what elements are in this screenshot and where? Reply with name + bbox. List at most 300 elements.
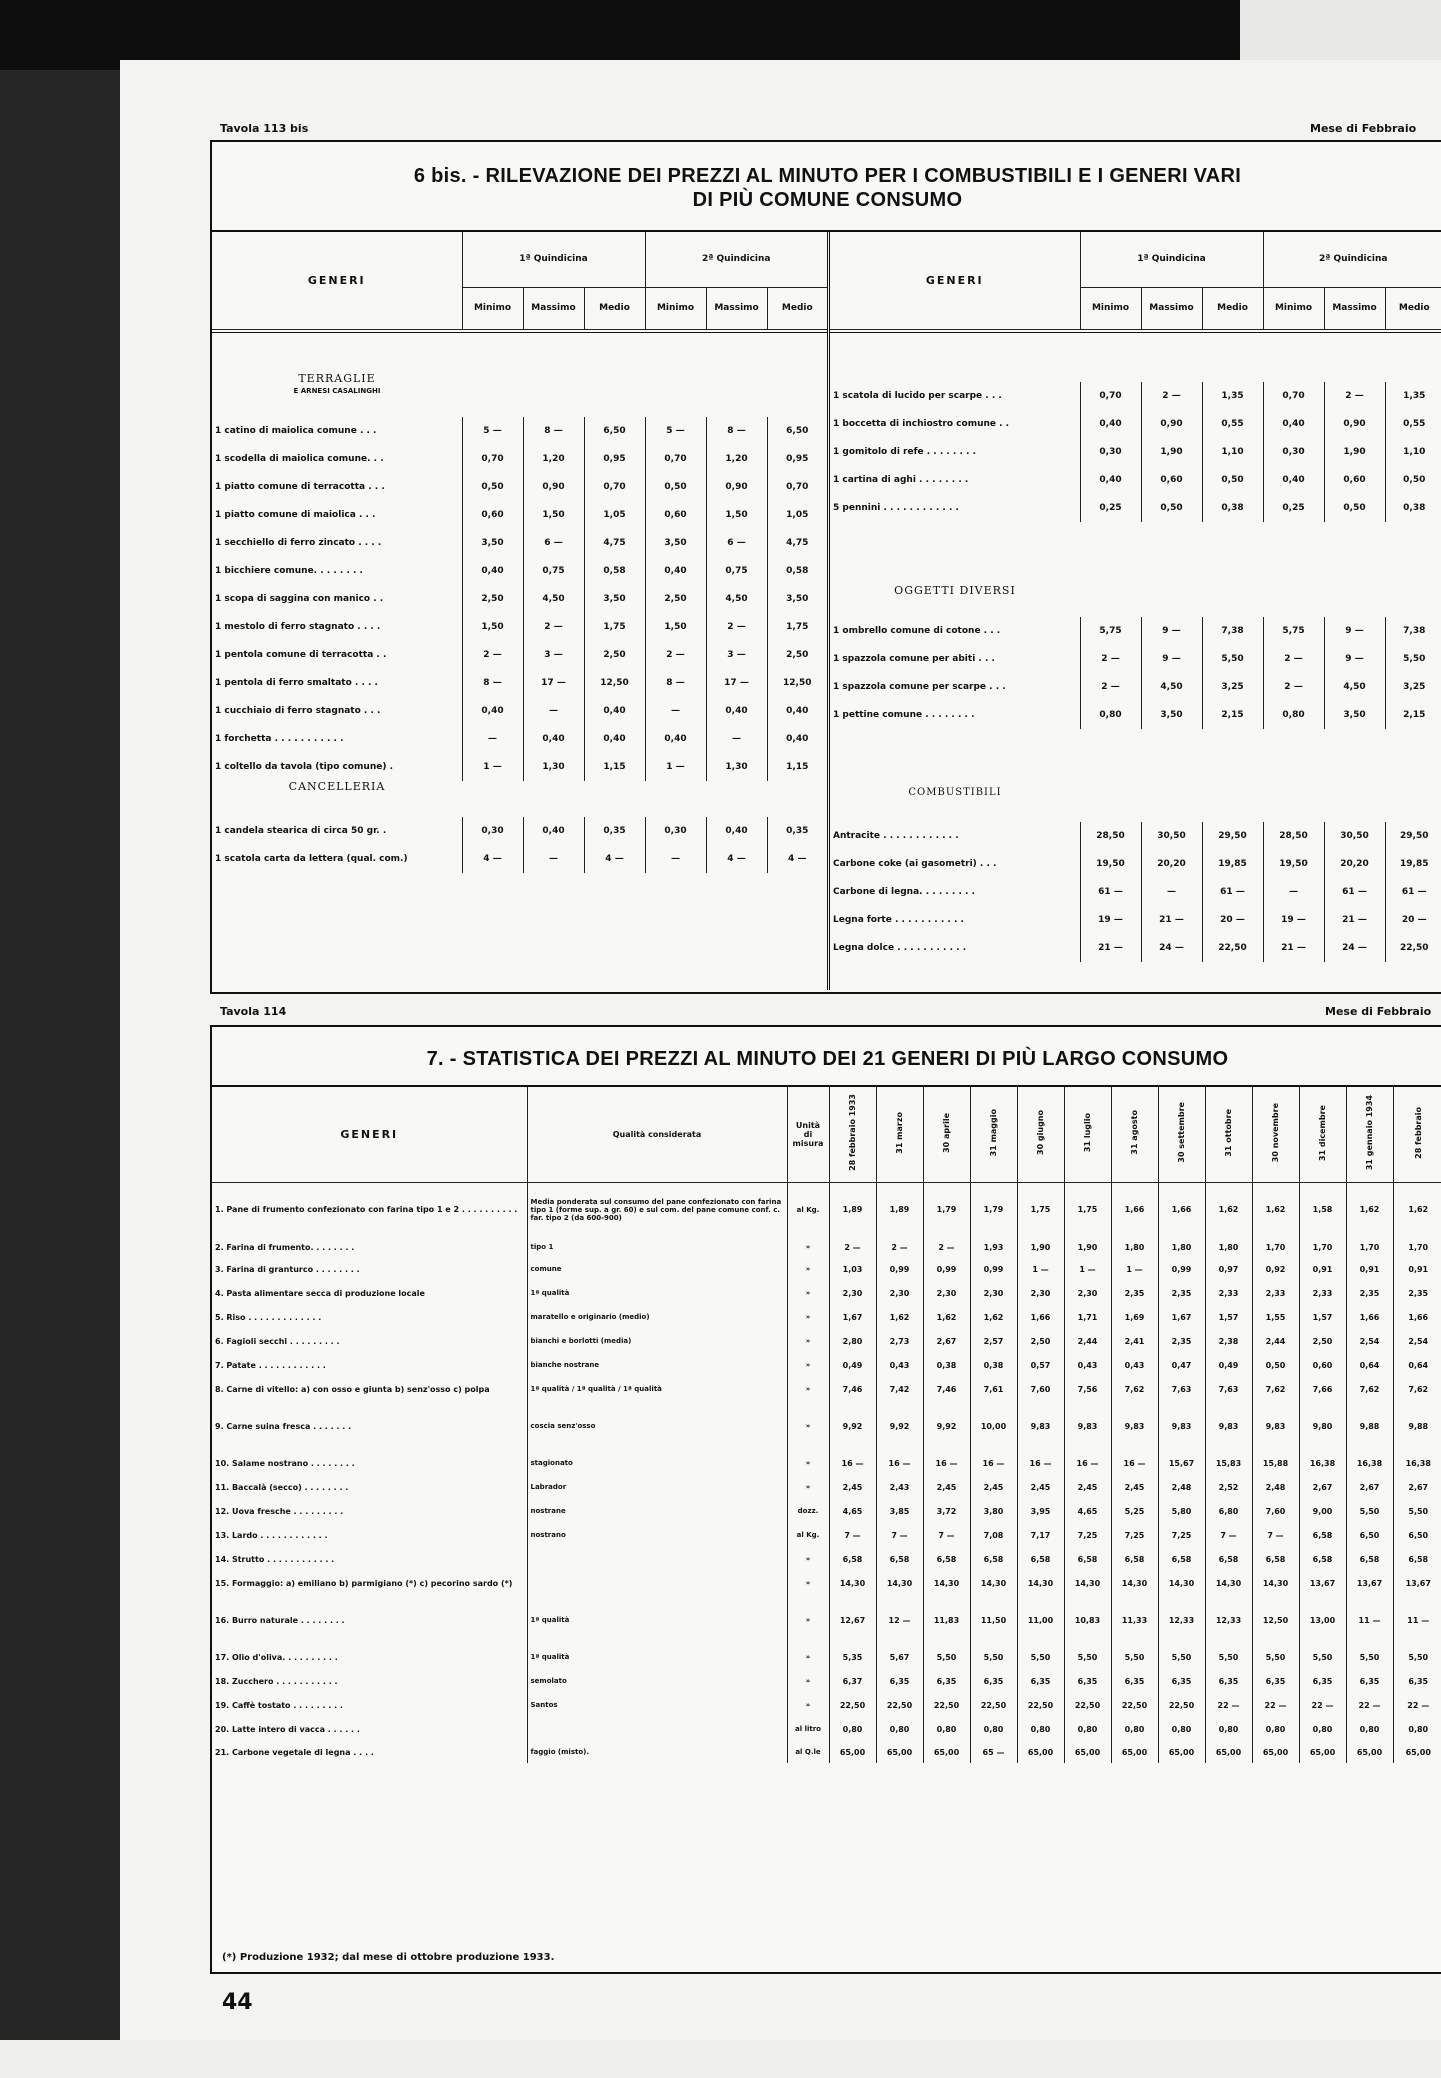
price-cell: 4,65	[829, 1499, 876, 1523]
price-cell: 5,50	[1299, 1645, 1346, 1669]
price-cell: 1,67	[829, 1305, 876, 1329]
price-cell: 8 —	[523, 417, 584, 445]
price-cell: 16 —	[876, 1451, 923, 1475]
price-cell: 19,50	[1263, 850, 1324, 878]
price-cell: 5,50	[1385, 645, 1441, 673]
price-cell: 1,80	[1111, 1237, 1158, 1257]
date-label: 31 maggio	[989, 1109, 998, 1157]
price-cell: 28,50	[1263, 822, 1324, 850]
item-name: 1 bicchiere comune. . . . . . . .	[215, 566, 363, 576]
date-label: 28 febbraio	[1413, 1106, 1423, 1159]
price-cell: 1,80	[1205, 1237, 1252, 1257]
price-cell: 5,50	[1202, 645, 1263, 673]
date-column-header	[829, 1087, 876, 1182]
price-cell: 0,50	[1385, 466, 1441, 494]
price-cell: 2,45	[1111, 1475, 1158, 1499]
price-cell: 1,50	[645, 613, 706, 641]
table-row	[212, 1717, 1441, 1741]
unit-cell: »	[787, 1305, 829, 1329]
item-name: 8. Carne di vitello: a) con osso e giunta b) senz'osso c) polpa	[215, 1384, 490, 1394]
price-cell: 14,30	[1205, 1571, 1252, 1595]
price-cell: 0,60	[1324, 466, 1385, 494]
price-cell: 1,66	[1017, 1305, 1064, 1329]
table-row	[830, 934, 1441, 962]
price-cell: 2,35	[1158, 1329, 1205, 1353]
price-cell: 2,35	[1111, 1281, 1158, 1305]
table-row	[212, 1645, 1441, 1669]
price-cell: 2,38	[1205, 1329, 1252, 1353]
price-cell: 24 —	[1324, 934, 1385, 962]
price-cell: 2,33	[1205, 1281, 1252, 1305]
price-cell: 13,67	[1299, 1571, 1346, 1595]
item-name: 13. Lardo . . . . . . . . . . . .	[215, 1530, 328, 1540]
price-cell: 3,95	[1017, 1499, 1064, 1523]
price-cell: 2,54	[1346, 1329, 1393, 1353]
item-name: 1 cartina di aghi . . . . . . . .	[833, 475, 969, 485]
item-name: 1 secchiello di ferro zincato . . . .	[215, 538, 382, 548]
price-cell: 17 —	[523, 669, 584, 697]
item-name: 10. Salame nostrano . . . . . . . .	[215, 1458, 355, 1468]
top-left-header	[212, 232, 827, 330]
item-name: 11. Baccalà (secco) . . . . . . . .	[215, 1482, 349, 1492]
price-cell: 4,75	[767, 529, 827, 557]
price-cell: 0,58	[767, 557, 827, 585]
price-cell: 6,58	[1252, 1547, 1299, 1571]
table-row	[212, 1353, 1441, 1377]
item-name: 19. Caffè tostato . . . . . . . . .	[215, 1700, 343, 1710]
price-cell: 2,30	[1017, 1281, 1064, 1305]
price-cell: 5,50	[970, 1645, 1017, 1669]
item-name: 3. Farina di granturco . . . . . . . .	[215, 1264, 360, 1274]
price-cell: 5,50	[1393, 1645, 1441, 1669]
unit-cell: »	[787, 1257, 829, 1281]
price-cell: 16 —	[829, 1451, 876, 1475]
price-cell: 0,70	[767, 473, 827, 501]
price-cell: 7,63	[1158, 1377, 1205, 1401]
price-cell: 3,80	[970, 1499, 1017, 1523]
price-cell: 6,35	[1017, 1669, 1064, 1693]
price-cell: 1 —	[1064, 1257, 1111, 1281]
divider	[212, 332, 827, 333]
table-row	[212, 1475, 1441, 1499]
col-generi-bottom: GENERI	[212, 1087, 527, 1182]
price-cell: 0,70	[462, 445, 523, 473]
price-cell: 9,83	[1064, 1401, 1111, 1451]
price-cell: 14,30	[970, 1571, 1017, 1595]
date-column-header	[1017, 1087, 1064, 1182]
date-column-header	[1205, 1087, 1252, 1182]
item-name: 1 candela stearica di circa 50 gr. .	[215, 826, 387, 836]
price-cell: —	[706, 725, 767, 753]
price-cell: 0,80	[1252, 1717, 1299, 1741]
price-cell: 20,20	[1324, 850, 1385, 878]
date-label: 31 gennaio 1934	[1365, 1095, 1374, 1171]
quality-cell: semolato	[527, 1669, 787, 1693]
price-cell: 6,58	[1205, 1547, 1252, 1571]
price-cell: 2,45	[1064, 1475, 1111, 1499]
price-cell: 1,90	[1064, 1237, 1111, 1257]
item-name: 1 pentola di ferro smaltato . . . .	[215, 678, 378, 688]
price-cell: 6,58	[923, 1547, 970, 1571]
price-cell: 29,50	[1385, 822, 1441, 850]
price-cell: 4 —	[706, 845, 767, 873]
price-cell: 5,50	[1346, 1645, 1393, 1669]
price-cell: 19 —	[1080, 906, 1141, 934]
table-row	[212, 1182, 1441, 1237]
price-cell: —	[523, 845, 584, 873]
price-cell: 0,90	[706, 473, 767, 501]
price-cell: 5 —	[645, 417, 706, 445]
item-name: Carbone di legna. . . . . . . . .	[833, 887, 975, 897]
price-cell: 2,45	[923, 1475, 970, 1499]
date-label: 31 dicembre	[1318, 1104, 1327, 1161]
item-name: 6. Fagioli secchi . . . . . . . . .	[215, 1336, 340, 1346]
table-row	[212, 817, 827, 845]
price-cell: 0,80	[1064, 1717, 1111, 1741]
price-cell: 0,80	[970, 1717, 1017, 1741]
unit-cell: »	[787, 1645, 829, 1669]
table-row	[212, 669, 827, 697]
price-cell: 0,40	[462, 557, 523, 585]
price-cell: 0,50	[1202, 466, 1263, 494]
table-row	[212, 417, 827, 445]
price-cell: 2,35	[1158, 1281, 1205, 1305]
price-cell: 7,61	[970, 1377, 1017, 1401]
price-cell: 5,80	[1158, 1499, 1205, 1523]
price-cell: 4 —	[584, 845, 645, 873]
price-cell: 1,71	[1064, 1305, 1111, 1329]
price-cell: 22,50	[1111, 1693, 1158, 1717]
price-cell: 2,67	[1299, 1475, 1346, 1499]
table-row	[212, 557, 827, 585]
price-cell: 8 —	[462, 669, 523, 697]
price-cell: 1,62	[970, 1305, 1017, 1329]
price-cell: 0,80	[1263, 701, 1324, 729]
price-cell: 0,40	[584, 725, 645, 753]
item-name: 1 scopa di saggina con manico . .	[215, 594, 384, 604]
table-row	[212, 1377, 1441, 1401]
price-cell: 6,58	[1158, 1547, 1205, 1571]
price-cell: 12 —	[876, 1595, 923, 1645]
price-cell: 10,83	[1064, 1595, 1111, 1645]
price-cell: 7 —	[1205, 1523, 1252, 1547]
price-cell: 1,70	[1346, 1237, 1393, 1257]
price-cell: 7,62	[1111, 1377, 1158, 1401]
price-cell: 1,35	[1202, 382, 1263, 410]
price-cell: 0,38	[1385, 494, 1441, 522]
price-cell: 65 —	[970, 1741, 1017, 1763]
price-cell: 6,37	[829, 1669, 876, 1693]
price-cell: 0,80	[1205, 1717, 1252, 1741]
date-label: 30 giugno	[1036, 1110, 1045, 1156]
price-cell: 7,62	[1346, 1377, 1393, 1401]
price-cell: 0,80	[1158, 1717, 1205, 1741]
price-cell: 0,40	[523, 725, 584, 753]
price-cell: 1,30	[523, 753, 584, 781]
table-row	[830, 878, 1441, 906]
table-row	[212, 1401, 1441, 1451]
table-row	[830, 850, 1441, 878]
price-cell: 28,50	[1080, 822, 1141, 850]
item-name: 1 boccetta di inchiostro comune . .	[833, 419, 1010, 429]
price-cell: 11 —	[1393, 1595, 1441, 1645]
item-name: 17. Olio d'oliva. . . . . . . . . .	[215, 1652, 338, 1662]
price-cell: 2,50	[584, 641, 645, 669]
bottom-table-frame	[210, 1025, 1441, 1974]
price-cell: 3,85	[876, 1499, 923, 1523]
price-cell: 7,60	[1017, 1377, 1064, 1401]
price-cell: 19,50	[1080, 850, 1141, 878]
price-cell: 9,83	[1252, 1401, 1299, 1451]
price-cell: 2 —	[523, 613, 584, 641]
unit-cell: »	[787, 1451, 829, 1475]
price-cell: 2 —	[462, 641, 523, 669]
price-cell: 2,67	[923, 1329, 970, 1353]
unit-cell: al Q.le	[787, 1741, 829, 1763]
item-name: 14. Strutto . . . . . . . . . . . .	[215, 1554, 335, 1564]
section-combustibili: COMBUSTIBILI	[908, 787, 1002, 798]
price-cell: 6,58	[1017, 1547, 1064, 1571]
price-cell: 7,60	[1252, 1499, 1299, 1523]
col-q1-right: 1ª Quindicina	[1080, 232, 1263, 287]
price-cell: 1,50	[523, 501, 584, 529]
price-cell: 2,30	[829, 1281, 876, 1305]
price-cell: 7,25	[1111, 1523, 1158, 1547]
date-column-header	[923, 1087, 970, 1182]
table-row	[830, 494, 1441, 522]
table-row	[830, 822, 1441, 850]
price-cell: 2,50	[1299, 1329, 1346, 1353]
table-row	[830, 673, 1441, 701]
price-cell: 0,40	[645, 557, 706, 585]
price-cell: 9 —	[1324, 645, 1385, 673]
price-cell: 11 —	[1346, 1595, 1393, 1645]
price-cell: —	[462, 725, 523, 753]
price-cell: 7,46	[829, 1377, 876, 1401]
item-name: 1 coltello da tavola (tipo comune) .	[215, 762, 393, 772]
table-row	[212, 1281, 1441, 1305]
price-cell: 2 —	[1263, 673, 1324, 701]
col-max: Massimo	[523, 287, 584, 329]
table-row	[830, 438, 1441, 466]
price-cell: 0,60	[1299, 1353, 1346, 1377]
col-q2-left: 2ª Quindicina	[645, 232, 827, 287]
price-cell: 15,83	[1205, 1451, 1252, 1475]
price-cell: 0,60	[462, 501, 523, 529]
price-cell: 61 —	[1385, 878, 1441, 906]
table-row	[212, 1571, 1441, 1595]
top-right-rows-b	[830, 617, 1441, 729]
price-cell: 12,50	[584, 669, 645, 697]
price-cell: 2,45	[1017, 1475, 1064, 1499]
price-cell: 5,50	[1111, 1645, 1158, 1669]
price-cell: 0,80	[1017, 1717, 1064, 1741]
price-cell: 1,79	[970, 1182, 1017, 1237]
price-cell: 0,75	[523, 557, 584, 585]
price-cell: 5,25	[1111, 1499, 1158, 1523]
col-q2-right: 2ª Quindicina	[1263, 232, 1441, 287]
price-cell: 5,75	[1080, 617, 1141, 645]
price-cell: 0,64	[1393, 1353, 1441, 1377]
item-name: 1 catino di maiolica comune . . .	[215, 426, 377, 436]
price-cell: 7,42	[876, 1377, 923, 1401]
price-cell: 1,62	[1346, 1182, 1393, 1237]
quality-cell: Santos	[527, 1693, 787, 1717]
item-name: Legna dolce . . . . . . . . . . .	[833, 943, 967, 953]
price-cell: 7 —	[829, 1523, 876, 1547]
price-cell: 5,50	[1205, 1645, 1252, 1669]
price-cell: 2 —	[876, 1237, 923, 1257]
item-name: 1 piatto comune di terracotta . . .	[215, 482, 385, 492]
price-cell: 1,58	[1299, 1182, 1346, 1237]
top-left-rows-a	[212, 417, 827, 781]
price-cell: 0,50	[1141, 494, 1202, 522]
price-cell: 0,90	[1324, 410, 1385, 438]
price-cell: 3,50	[462, 529, 523, 557]
price-cell: 16 —	[923, 1451, 970, 1475]
price-cell: 6,58	[876, 1547, 923, 1571]
price-cell: 3 —	[706, 641, 767, 669]
quality-cell: faggio (misto).	[527, 1741, 787, 1763]
header-left-label: Tavola 113 bis	[220, 122, 309, 135]
price-cell: 7,25	[1064, 1523, 1111, 1547]
price-cell: 0,35	[767, 817, 827, 845]
price-cell: 1,50	[462, 613, 523, 641]
table-row	[212, 697, 827, 725]
table-row	[212, 1329, 1441, 1353]
date-label: 31 luglio	[1083, 1113, 1092, 1153]
price-cell: 1,70	[1252, 1237, 1299, 1257]
price-cell: 9,83	[1158, 1401, 1205, 1451]
price-cell: 16 —	[970, 1451, 1017, 1475]
price-cell: 0,60	[1141, 466, 1202, 494]
price-cell: 3,50	[584, 585, 645, 613]
price-cell: 1,50	[706, 501, 767, 529]
price-cell: 65,00	[1299, 1741, 1346, 1763]
table-row	[212, 445, 827, 473]
price-cell: 19,85	[1202, 850, 1263, 878]
col-min: Minimo	[1080, 287, 1141, 329]
price-cell: 7,63	[1205, 1377, 1252, 1401]
top-right-panel	[830, 232, 1441, 990]
price-cell: 1,89	[829, 1182, 876, 1237]
price-cell: 22,50	[1064, 1693, 1111, 1717]
price-cell: 1,62	[1252, 1182, 1299, 1237]
price-cell: 0,49	[829, 1353, 876, 1377]
price-cell: 1,90	[1324, 438, 1385, 466]
price-cell: 4 —	[462, 845, 523, 873]
price-cell: 1,70	[1299, 1237, 1346, 1257]
date-label: 31 marzo	[895, 1111, 904, 1154]
price-cell: 2 —	[1141, 382, 1202, 410]
price-cell: 9,88	[1393, 1401, 1441, 1451]
item-name: 15. Formaggio: a) emiliano b) parmigiano (*) c) pecorino sardo (*)	[215, 1578, 513, 1588]
price-cell: 3,50	[767, 585, 827, 613]
price-cell: 2,67	[1346, 1475, 1393, 1499]
price-cell: 9,92	[923, 1401, 970, 1451]
price-cell: 22,50	[1385, 934, 1441, 962]
price-cell: 1,75	[1064, 1182, 1111, 1237]
price-cell: 2,52	[1205, 1475, 1252, 1499]
table-row	[212, 641, 827, 669]
price-cell: —	[1141, 878, 1202, 906]
price-cell: 9 —	[1141, 645, 1202, 673]
item-name: 1 scodella di maiolica comune. . .	[215, 454, 384, 464]
col-max: Massimo	[1141, 287, 1202, 329]
price-cell: 0,99	[970, 1257, 1017, 1281]
col-generi-left: GENERI	[212, 232, 462, 329]
price-cell: 1 —	[645, 753, 706, 781]
item-name: 1 ombrello comune di cotone . . .	[833, 626, 1001, 636]
price-cell: 0,40	[523, 817, 584, 845]
price-cell: 22,50	[970, 1693, 1017, 1717]
price-cell: 1,90	[1017, 1237, 1064, 1257]
col-med: Medio	[584, 287, 645, 329]
price-cell: 1,57	[1205, 1305, 1252, 1329]
item-name: 7. Patate . . . . . . . . . . . .	[215, 1360, 326, 1370]
col-unita: Unità di misura	[787, 1087, 829, 1182]
price-cell: 6 —	[706, 529, 767, 557]
item-name: 18. Zucchero . . . . . . . . . . .	[215, 1676, 338, 1686]
price-cell: 14,30	[1111, 1571, 1158, 1595]
item-name: 2. Farina di frumento. . . . . . . .	[215, 1242, 355, 1252]
price-cell: 8 —	[645, 669, 706, 697]
price-cell: 6,35	[1299, 1669, 1346, 1693]
price-cell: 2,30	[923, 1281, 970, 1305]
price-cell: 14,30	[1017, 1571, 1064, 1595]
price-cell: 1,05	[584, 501, 645, 529]
quality-cell: bianchi e borlotti (media)	[527, 1329, 787, 1353]
price-cell: 9,80	[1299, 1401, 1346, 1451]
price-cell: 0,40	[1080, 410, 1141, 438]
price-cell: 9,00	[1299, 1499, 1346, 1523]
price-cell: 61 —	[1324, 878, 1385, 906]
price-cell: 7,62	[1393, 1377, 1441, 1401]
price-cell: 2,44	[1252, 1329, 1299, 1353]
quality-cell: comune	[527, 1257, 787, 1281]
price-cell: 65,00	[1158, 1741, 1205, 1763]
price-cell: 21 —	[1324, 906, 1385, 934]
price-cell: 9,83	[1017, 1401, 1064, 1451]
item-name: 1 mestolo di ferro stagnato . . . .	[215, 622, 381, 632]
price-cell: 16 —	[1111, 1451, 1158, 1475]
price-cell: 2,50	[767, 641, 827, 669]
top-table-frame	[210, 140, 1441, 994]
price-cell: 2,57	[970, 1329, 1017, 1353]
price-cell: 7,56	[1064, 1377, 1111, 1401]
quality-cell: 1ª qualità	[527, 1281, 787, 1305]
price-cell: 0,50	[645, 473, 706, 501]
price-cell: 2,73	[876, 1329, 923, 1353]
unit-cell: »	[787, 1595, 829, 1645]
price-cell: 12,50	[767, 669, 827, 697]
price-cell: 3,50	[1324, 701, 1385, 729]
price-cell: 22,50	[1158, 1693, 1205, 1717]
table-row	[212, 1305, 1441, 1329]
price-cell: 2 —	[1080, 673, 1141, 701]
table-row	[212, 1499, 1441, 1523]
item-name: 5 pennini . . . . . . . . . . . .	[833, 503, 959, 513]
item-name: 1 piatto comune di maiolica . . .	[215, 510, 376, 520]
item-name: Antracite . . . . . . . . . . . .	[833, 831, 959, 841]
price-cell: 0,60	[645, 501, 706, 529]
date-column-header	[1299, 1087, 1346, 1182]
table-row	[212, 1547, 1441, 1571]
price-cell: 1,66	[1158, 1182, 1205, 1237]
price-cell: 24 —	[1141, 934, 1202, 962]
price-cell: 7,08	[970, 1523, 1017, 1547]
price-cell: 0,70	[584, 473, 645, 501]
